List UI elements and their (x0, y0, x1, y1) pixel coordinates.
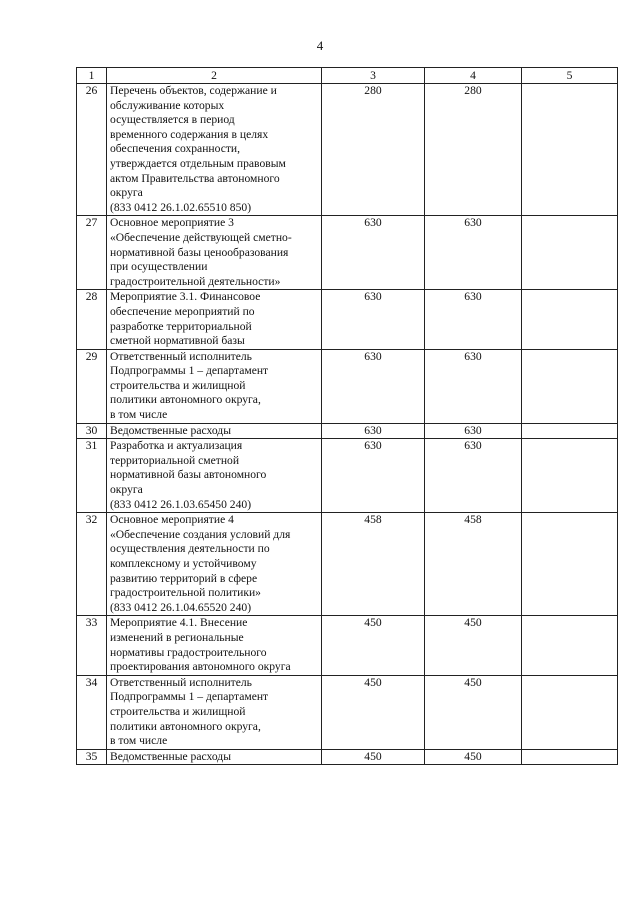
description-line: актом Правительства автономного (110, 171, 280, 185)
table-row (77, 749, 618, 765)
row-value-column-4: 630 (425, 439, 522, 513)
table-row (77, 616, 618, 675)
description-line: (833 0412 26.1.03.65450 240) (110, 497, 252, 511)
description-line: осуществляется в период (110, 113, 235, 127)
table-row (77, 349, 618, 423)
description-line: Ведомственные расходы (110, 423, 231, 437)
row-value-column-4: 450 (425, 616, 522, 675)
description-line: политики автономного округа, (110, 719, 261, 733)
column-header-2: 2 (107, 68, 322, 84)
row-number: 35 (77, 749, 107, 765)
column-header-5: 5 (522, 68, 618, 84)
row-description (107, 216, 322, 290)
row-description (107, 675, 322, 749)
row-number: 34 (77, 675, 107, 749)
row-value-column-4: 450 (425, 675, 522, 749)
description-line: Мероприятие 3.1. Финансовое (110, 290, 261, 304)
description-line: политики автономного округа, (110, 393, 261, 407)
page-number: 4 (316, 38, 324, 53)
description-line: территориальной сметной (110, 453, 240, 467)
row-value-column-5 (522, 749, 618, 765)
description-line: утверждается отдельным правовым (110, 156, 286, 170)
description-line: Ответственный исполнитель (110, 675, 252, 689)
budget-table (76, 67, 618, 765)
table-row (77, 216, 618, 290)
table-row (77, 439, 618, 513)
row-value-column-5 (522, 290, 618, 349)
row-value-column-5 (522, 616, 618, 675)
row-description (107, 290, 322, 349)
row-value-column-3: 450 (322, 749, 425, 765)
row-value-column-4: 280 (425, 84, 522, 216)
description-line: «Обеспечение создания условий для (110, 527, 291, 541)
table-row (77, 675, 618, 749)
row-value-column-3: 450 (322, 616, 425, 675)
description-line: нормативы градостроительного (110, 645, 267, 659)
description-line: Основное мероприятие 3 (110, 216, 234, 230)
description-line: в том числе (110, 734, 168, 748)
row-value-column-5 (522, 439, 618, 513)
row-value-column-4: 450 (425, 749, 522, 765)
description-line: временного содержания в целях (110, 127, 269, 141)
description-line: осуществления деятельности по (110, 542, 270, 556)
description-line: округа (110, 483, 143, 497)
description-line: градостроительной политики» (110, 586, 261, 600)
row-value-column-5 (522, 216, 618, 290)
row-number: 29 (77, 349, 107, 423)
row-value-column-3: 630 (322, 349, 425, 423)
row-description (107, 423, 322, 439)
row-value-column-3: 450 (322, 675, 425, 749)
row-number: 27 (77, 216, 107, 290)
column-header-1: 1 (77, 68, 107, 84)
description-line: округа (110, 186, 143, 200)
description-line: при осуществлении (110, 260, 208, 274)
description-line: Подпрограммы 1 – департамент (110, 364, 269, 378)
description-line: развитию территорий в сфере (110, 571, 258, 585)
row-number: 33 (77, 616, 107, 675)
row-description (107, 513, 322, 616)
row-value-column-4: 458 (425, 513, 522, 616)
row-description (107, 439, 322, 513)
table-row (77, 513, 618, 616)
description-line: Разработка и актуализация (110, 439, 243, 453)
table-row (77, 423, 618, 439)
description-line: Основное мероприятие 4 (110, 513, 234, 527)
row-value-column-3: 630 (322, 290, 425, 349)
description-line: строительства и жилищной (110, 378, 246, 392)
row-value-column-3: 630 (322, 439, 425, 513)
description-line: градостроительной деятельности» (110, 274, 281, 288)
description-line: строительства и жилищной (110, 704, 246, 718)
row-value-column-3: 280 (322, 84, 425, 216)
description-line: изменений в региональные (110, 630, 244, 644)
description-line: Мероприятие 4.1. Внесение (110, 616, 248, 630)
column-header-4: 4 (425, 68, 522, 84)
row-value-column-3: 630 (322, 423, 425, 439)
row-value-column-5 (522, 84, 618, 216)
table-row (77, 84, 618, 216)
description-line: Подпрограммы 1 – департамент (110, 690, 269, 704)
description-line: Ведомственные расходы (110, 749, 231, 763)
row-number: 28 (77, 290, 107, 349)
row-description (107, 349, 322, 423)
description-line: сметной нормативной базы (110, 334, 245, 348)
row-number: 32 (77, 513, 107, 616)
table-row (77, 290, 618, 349)
row-value-column-4: 630 (425, 349, 522, 423)
column-header-3: 3 (322, 68, 425, 84)
row-description (107, 84, 322, 216)
row-value-column-4: 630 (425, 290, 522, 349)
row-description (107, 749, 322, 765)
description-line: (833 0412 26.1.04.65520 240) (110, 600, 252, 614)
description-line: обслуживание которых (110, 98, 225, 112)
row-value-column-4: 630 (425, 216, 522, 290)
description-line: проектирования автономного округа (110, 660, 291, 674)
row-value-column-4: 630 (425, 423, 522, 439)
description-line: обеспечение мероприятий по (110, 304, 255, 318)
row-value-column-3: 458 (322, 513, 425, 616)
row-number: 26 (77, 84, 107, 216)
description-line: «Обеспечение действующей сметно- (110, 230, 292, 244)
description-line: обеспечения сохранности, (110, 142, 241, 156)
description-line: Ответственный исполнитель (110, 349, 252, 363)
row-number: 31 (77, 439, 107, 513)
description-line: в том числе (110, 408, 168, 422)
description-line: разработке территориальной (110, 319, 252, 333)
description-line: Перечень объектов, содержание и (110, 84, 277, 97)
row-value-column-5 (522, 513, 618, 616)
row-value-column-5 (522, 675, 618, 749)
row-description (107, 616, 322, 675)
description-line: комплексному и устойчивому (110, 557, 257, 570)
row-number: 30 (77, 423, 107, 439)
table-header-row (77, 68, 618, 84)
description-line: нормативной базы автономного (110, 468, 267, 482)
row-value-column-5 (522, 423, 618, 439)
description-line: (833 0412 26.1.02.65510 850) (110, 200, 252, 214)
description-line: нормативной базы ценообразования (110, 245, 289, 259)
row-value-column-3: 630 (322, 216, 425, 290)
row-value-column-5 (522, 349, 618, 423)
